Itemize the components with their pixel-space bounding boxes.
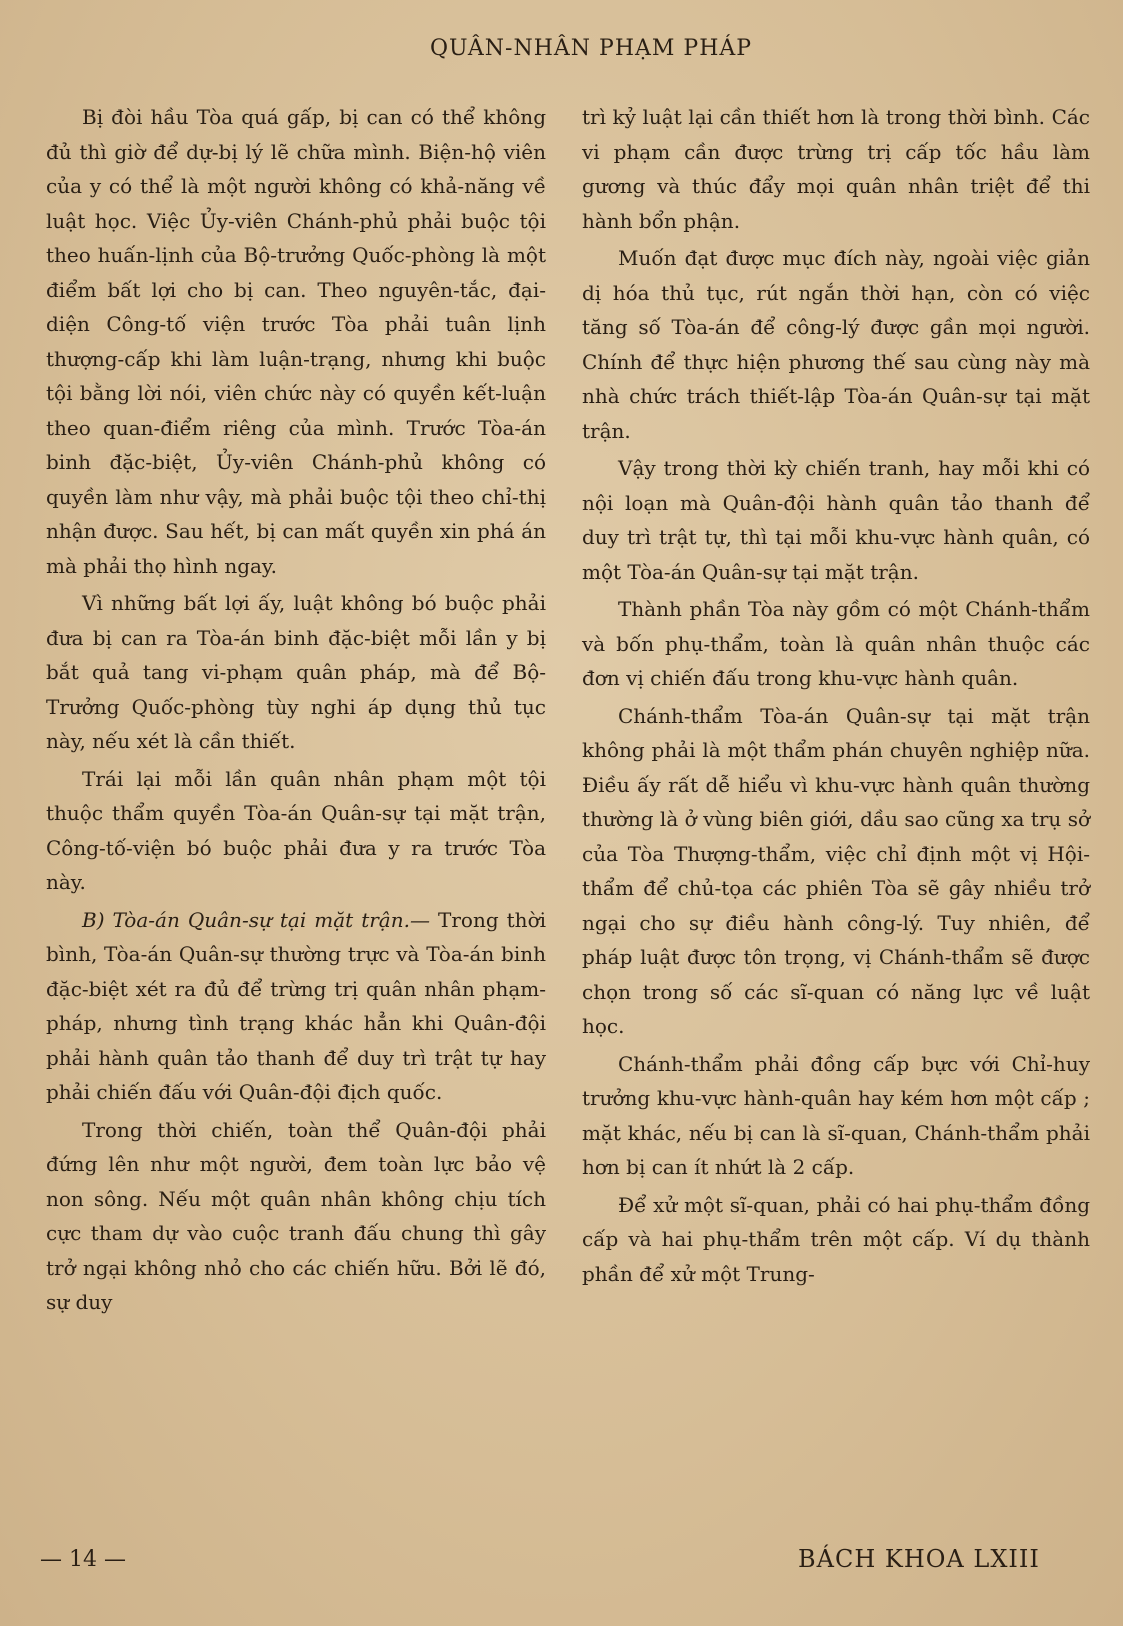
paragraph: B) Tòa-án Quân-sự tại mặt trận.— Trong thời bình, Tòa-án Quân-sự thường trực và Tòa-án binh đặc-biệt xét ra đủ để trừng trị quân nhân phạm-pháp, nhưng tình trạng khác hẳn khi Quân-đội phải hành quân tảo thanh để duy trì trật tự hay phải chiến đấu với Quân-đội địch quốc. bbox=[46, 907, 547, 1104]
publication-name: BÁCH KHOA LXIII bbox=[798, 1545, 1040, 1573]
paragraph: Để xử một sĩ-quan, phải có hai phụ-thẩm đồng cấp và hai phụ-thẩm trên một cấp. Ví dụ thành phần để xử một Trung- bbox=[582, 1192, 1090, 1286]
section-heading: B) Tòa-án Quân-sự tại mặt trận.— bbox=[82, 907, 430, 932]
page-number: — 14 — bbox=[40, 1547, 126, 1572]
paragraph: Chánh-thẩm Tòa-án Quân-sự tại mặt trận không phải là một thẩm phán chuyên nghiệp nữa. Điều ấy rất dễ hiểu vì khu-vực hành quân thường thường là ở vùng biên giới, dầu sao cũng xa trụ sở của Tòa Thượng-thẩm, việc chỉ định một vị Hội-thẩm để chủ-tọa các phiên Tòa sẽ gây nhiều trở ngại cho sự điều hành công-lý. Tuy nhiên, để pháp luật được tôn trọng, vị Chánh-thẩm sẽ được chọn trong số các sĩ-quan có năng lực về luật học. bbox=[582, 703, 1090, 1038]
paragraph: Thành phần Tòa này gồm có một Chánh-thẩm và bốn phụ-thẩm, toàn là quân nhân thuộc các đơn vị chiến đấu trong khu-vực hành quân. bbox=[582, 597, 1090, 690]
left-column bbox=[46, 100, 546, 1323]
paragraph: Vậy trong thời kỳ chiến tranh, hay mỗi khi có nội loạn mà Quân-đội hành quân tảo thanh để duy trì trật tự, thì tại mỗi khu-vực hành quân, có một Tòa-án Quân-sự tại mặt trận. bbox=[582, 456, 1090, 584]
paragraph: Vì những bất lợi ấy, luật không bó buộc phải đưa bị can ra Tòa-án binh đặc-biệt mỗi lần y bị bắt quả tang vi-phạm quân pháp, mà để Bộ-Trưởng Quốc-phòng tùy nghi áp dụng thủ tục này, nếu xét là cần thiết. bbox=[46, 591, 546, 753]
paragraph: Trong thời chiến, toàn thể Quân-đội phải đứng lên như một người, đem toàn lực bảo vệ non sông. Nếu một quân nhân không chịu tích cực tham dự vào cuộc tranh đấu chung thì gây trở ngại không nhỏ cho các chiến hữu. Bởi lẽ đó, sự duy bbox=[46, 1117, 546, 1314]
right-column bbox=[582, 100, 1090, 1294]
running-head: QUÂN-NHÂN PHẠM PHÁP bbox=[430, 36, 753, 61]
paragraph: Bị đòi hầu Tòa quá gấp, bị can có thể không đủ thì giờ để dự-bị lý lẽ chữa mình. Biện-hộ viên của y có thể là một người không có khả-năng về luật học. Việc Ủy-viên Chánh-phủ phải buộc tội theo huấn-lịnh của Bộ-trưởng Quốc-phòng là một điểm bất lợi cho bị can. Theo nguyên-tắc, đại-diện Công-tố viện trước Tòa phải tuân lịnh thượng-cấp khi làm luận-trạng, nhưng khi buộc tội bằng lời nói, viên chức này có quyền kết-luận theo quan-điểm riêng của mình. Trước Tòa-án binh đặc-biệt, Ủy-viên Chánh-phủ không có quyền làm như vậy, mà phải buộc tội theo chỉ-thị nhận được. Sau hết, bị can mất quyền xin phá án mà phải thọ hình ngay. bbox=[46, 105, 546, 578]
paragraph: Trái lại mỗi lần quân nhân phạm một tội thuộc thẩm quyền Tòa-án Quân-sự tại mặt trận, Công-tố-viện bó buộc phải đưa y ra trước Tòa này. bbox=[46, 766, 546, 894]
paragraph: Chánh-thẩm phải đồng cấp bực với Chỉ-huy trưởng khu-vực hành-quân hay kém hơn một cấp ; mặt khác, nếu bị can là sĩ-quan, Chánh-thẩm phải hơn bị can ít nhứt là 2 cấp. bbox=[582, 1051, 1090, 1179]
paragraph: trì kỷ luật lại cần thiết hơn là trong thời bình. Các vi phạm cần được trừng trị cấp tốc hầu làm gương và thúc đẩy mọi quân nhân triệt để thi hành bổn phận. bbox=[582, 105, 1090, 233]
paragraph: Muốn đạt được mục đích này, ngoài việc giản dị hóa thủ tục, rút ngắn thời hạn, còn có việc tăng số Tòa-án để công-lý được gần mọi người. Chính để thực hiện phương thế sau cùng này mà nhà chức trách thiết-lập Tòa-án Quân-sự tại mặt trận. bbox=[582, 246, 1090, 443]
